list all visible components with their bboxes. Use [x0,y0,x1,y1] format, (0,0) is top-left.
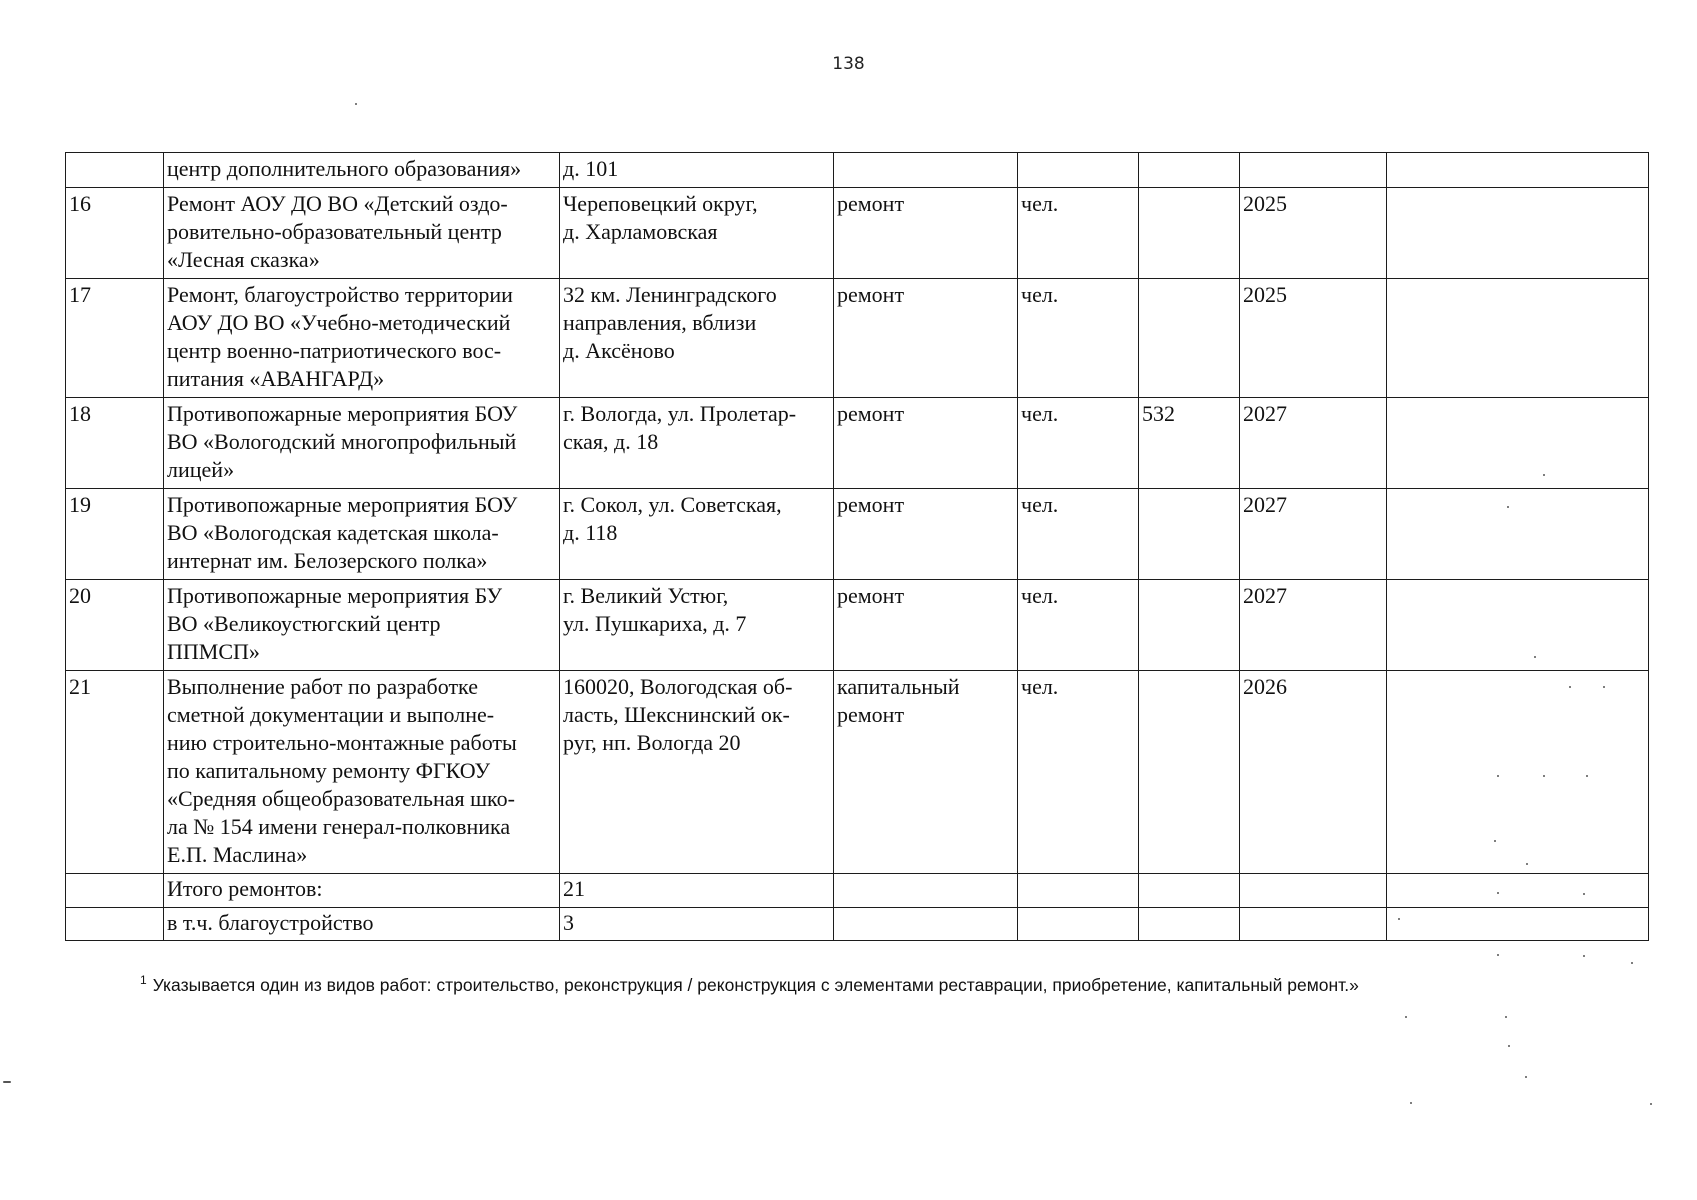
year [1240,874,1387,908]
work-type: ремонт [834,580,1018,671]
scan-speck [355,103,357,105]
year: 2025 [1240,279,1387,398]
object-name: Ремонт АОУ ДО ВО «Детский оздо- ровительно-образовательный центр «Лесная сказка» [164,188,560,279]
capacity-value [1139,908,1240,941]
repair-objects-table [65,152,1649,941]
year: 2027 [1240,398,1387,489]
year: 2027 [1240,489,1387,580]
year: 2026 [1240,671,1387,874]
unit: чел. [1018,188,1139,279]
scan-speck [1603,686,1605,688]
page-number: 138 [832,54,865,74]
capacity-value [1139,671,1240,874]
scan-speck [1526,863,1528,865]
note [1387,580,1649,671]
table-row [66,188,1649,279]
row-number: 17 [66,279,164,398]
scan-speck [1583,955,1585,957]
year: 2027 [1240,580,1387,671]
scan-speck [1583,893,1585,895]
note [1387,874,1649,908]
footnote-marker: 1 [140,973,147,987]
object-name: Ремонт, благоустройство территории АОУ ДО ВО «Учебно-методический центр военно-патриотического вос- питания «АВАНГАРД» [164,279,560,398]
capacity-value [1139,153,1240,188]
object-address: г. Великий Устюг, ул. Пушкариха, д. 7 [560,580,834,671]
capacity-value: 532 [1139,398,1240,489]
object-name: Противопожарные мероприятия БУ ВО «Великоустюгский центр ППМСП» [164,580,560,671]
scan-speck [1405,1016,1407,1018]
object-address: Череповецкий округ, д. Харламовская [560,188,834,279]
object-name: Выполнение работ по разработке сметной документации и выполне- нию строительно-монтажные работы по капитальному ремонту ФГКОУ «Средняя общеобразовательная шко- ла № 154 имени генерал-полковника Е.П. Маслина» [164,671,560,874]
scan-speck [1650,1103,1652,1105]
capacity-value [1139,188,1240,279]
table-row [66,153,1649,188]
scan-speck [1507,506,1509,508]
unit: чел. [1018,398,1139,489]
scan-speck [1534,656,1536,658]
row-number: 19 [66,489,164,580]
work-type [834,874,1018,908]
row-number: 18 [66,398,164,489]
table-row [66,580,1649,671]
object-address: г. Вологда, ул. Пролетар- ская, д. 18 [560,398,834,489]
capacity-value [1139,580,1240,671]
scan-speck [1494,840,1496,842]
note [1387,489,1649,580]
table-row [66,279,1649,398]
total-row [66,874,1649,908]
scan-speck [1543,775,1545,777]
scan-speck [1497,892,1499,894]
row-number [66,153,164,188]
scan-speck [3,1081,11,1083]
object-address: д. 101 [560,153,834,188]
row-number: 16 [66,188,164,279]
unit [1018,874,1139,908]
row-number [66,874,164,908]
subtotal-value: 3 [560,908,834,941]
row-number [66,908,164,941]
total-value: 21 [560,874,834,908]
work-type [834,153,1018,188]
subtotal-label: в т.ч. благоустройство [164,908,560,941]
note [1387,398,1649,489]
work-type [834,908,1018,941]
object-name: Противопожарные мероприятия БОУ ВО «Вологодский многопрофильный лицей» [164,398,560,489]
note [1387,279,1649,398]
scan-speck [1508,1045,1510,1047]
object-name: центр дополнительного образования» [164,153,560,188]
note [1387,908,1649,941]
subtotal-row [66,908,1649,941]
scan-speck [1505,1016,1507,1018]
table-row [66,398,1649,489]
scan-speck [1586,775,1588,777]
work-type: капитальный ремонт [834,671,1018,874]
scan-speck [1569,686,1571,688]
unit: чел. [1018,580,1139,671]
total-label: Итого ремонтов: [164,874,560,908]
footnote [140,973,1620,996]
capacity-value [1139,489,1240,580]
row-number: 21 [66,671,164,874]
table-row [66,489,1649,580]
object-name: Противопожарные мероприятия БОУ ВО «Вологодская кадетская школа- интернат им. Белозерского полка» [164,489,560,580]
unit: чел. [1018,489,1139,580]
scan-speck [1631,962,1633,964]
year [1240,153,1387,188]
work-type: ремонт [834,398,1018,489]
scan-speck [1525,1076,1527,1078]
scan-speck [1543,474,1545,476]
footnote-text: Указывается один из видов работ: строительство, реконструкция / реконструкция с элементами реставрации, приобретение, капитальный ремонт.» [152,975,1359,995]
unit [1018,153,1139,188]
capacity-value [1139,874,1240,908]
unit [1018,908,1139,941]
work-type: ремонт [834,489,1018,580]
scan-speck [1497,954,1499,956]
object-address: 160020, Вологодская об- ласть, Шекснинский ок- руг, нп. Вологда 20 [560,671,834,874]
object-address: 32 км. Ленинградского направления, вблизи д. Аксёново [560,279,834,398]
table-row [66,671,1649,874]
year: 2025 [1240,188,1387,279]
work-type: ремонт [834,188,1018,279]
unit: чел. [1018,279,1139,398]
scan-speck [1398,918,1400,920]
work-type: ремонт [834,279,1018,398]
scan-speck [1497,775,1499,777]
note [1387,188,1649,279]
object-address: г. Сокол, ул. Советская, д. 118 [560,489,834,580]
note [1387,671,1649,874]
note [1387,153,1649,188]
row-number: 20 [66,580,164,671]
year [1240,908,1387,941]
unit: чел. [1018,671,1139,874]
scan-speck [1410,1102,1412,1104]
capacity-value [1139,279,1240,398]
